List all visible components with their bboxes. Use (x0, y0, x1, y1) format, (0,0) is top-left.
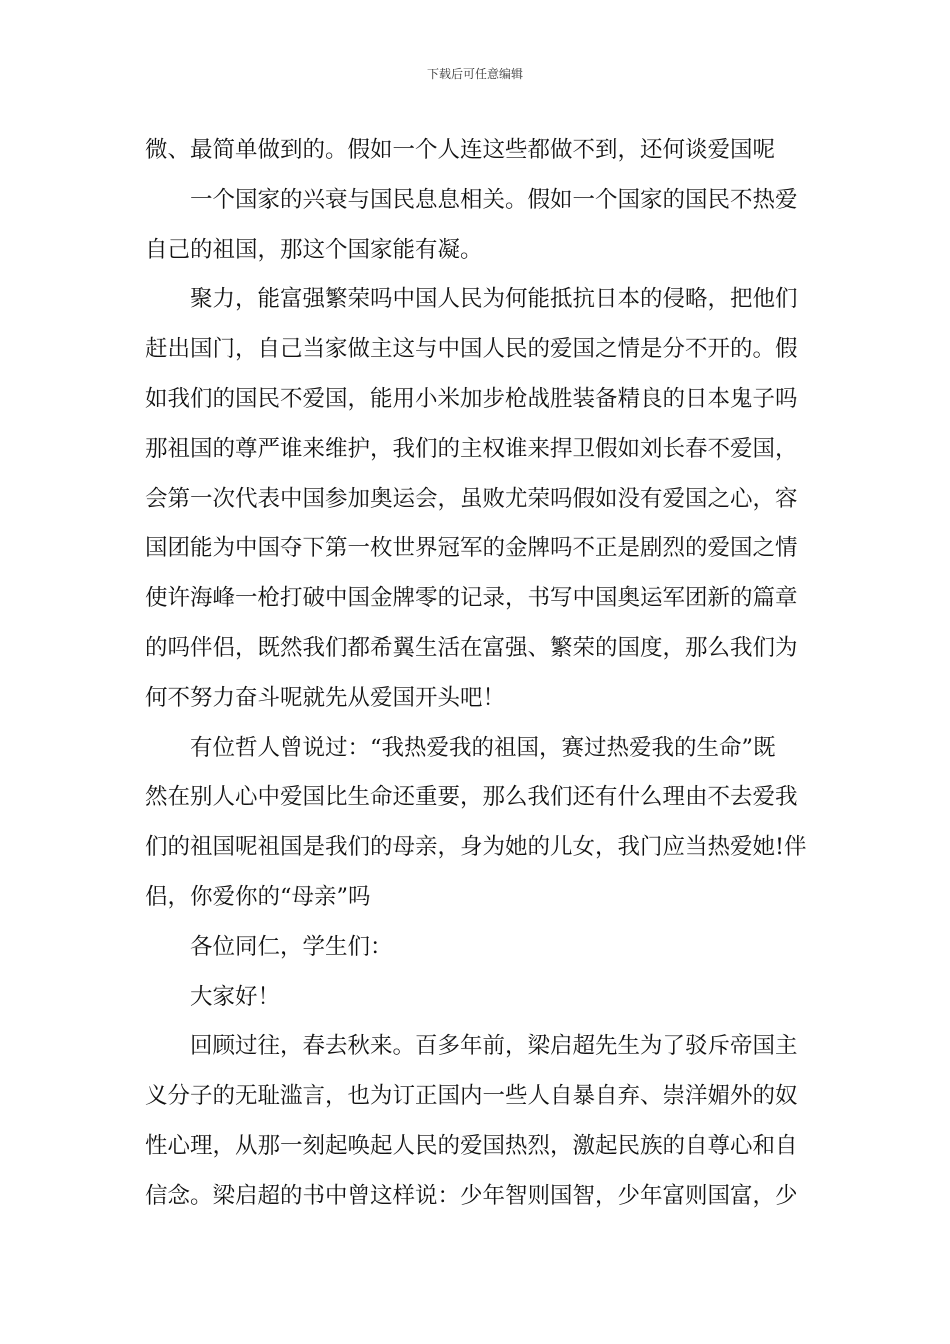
text-line: 自己的祖国，那这个国家能有凝。 (145, 236, 483, 263)
text-line: 使许海峰一枪打破中国金牌零的记录，书写中国奥运军团新的篇章 (145, 585, 798, 612)
text-line: 各位同仁，学生们： (190, 933, 393, 960)
text-line: 国团能为中国夺下第一枚世界冠军的金牌吗不正是剧烈的爱国之情 (145, 535, 798, 562)
text-line: 侣，你爱你的“母亲”吗 (145, 883, 371, 910)
page-header: 下载后可任意编辑 (426, 67, 523, 81)
text-line: 何不努力奋斗呢就先从爱国开头吧！ (145, 684, 506, 711)
text-line: 义分子的无耻滥言，也为订正国内一些人自暴自弃、崇洋媚外的奴 (145, 1083, 798, 1110)
text-line: 如我们的国民不爱国，能用小米加步枪战胜装备精良的日本鬼子吗 (145, 385, 798, 412)
text-line: 的吗伴侣，既然我们都希翼生活在富强、繁荣的国度，那么我们为 (145, 634, 798, 661)
text-line: 大家好！ (190, 983, 281, 1010)
text-line: 然在别人心中爱国比生命还重要，那么我们还有什么理由不去爱我 (145, 784, 798, 811)
text-line: 那祖国的尊严谁来维护，我们的主权谁来捍卫假如刘长春不爱国， (145, 435, 798, 462)
text-line: 信念。梁启超的书中曾这样说：少年智则国智，少年富则国富，少 (145, 1182, 798, 1209)
text-line: 回顾过往，春去秋来。百多年前，梁启超先生为了驳斥帝国主 (190, 1033, 798, 1060)
text-line: 有位哲人曾说过：“我热爱我的祖国，赛过热爱我的生命”既 (190, 734, 776, 761)
text-line: 们的祖国呢祖国是我们的母亲，身为她的儿女，我门应当热爱她!伴 (145, 834, 807, 861)
text-line: 聚力，能富强繁荣吗中国人民为何能抵抗日本的侵略，把他们 (190, 286, 798, 313)
document-body (145, 126, 805, 1222)
text-line: 性心理，从那一刻起唤起人民的爱国热烈，激起民族的自尊心和自 (145, 1132, 798, 1159)
text-line: 赶出国门，自己当家做主这与中国人民的爱国之情是分不开的。假 (145, 336, 798, 363)
text-line: 会第一次代表中国参加奥运会，虽败尤荣吗假如没有爱国之心，容 (145, 485, 798, 512)
text-line: 微、最简单做到的。假如一个人连这些都做不到，还何谈爱国呢 (145, 137, 776, 163)
text-line: 一个国家的兴衰与国民息息相关。假如一个国家的国民不热爱 (190, 186, 798, 213)
